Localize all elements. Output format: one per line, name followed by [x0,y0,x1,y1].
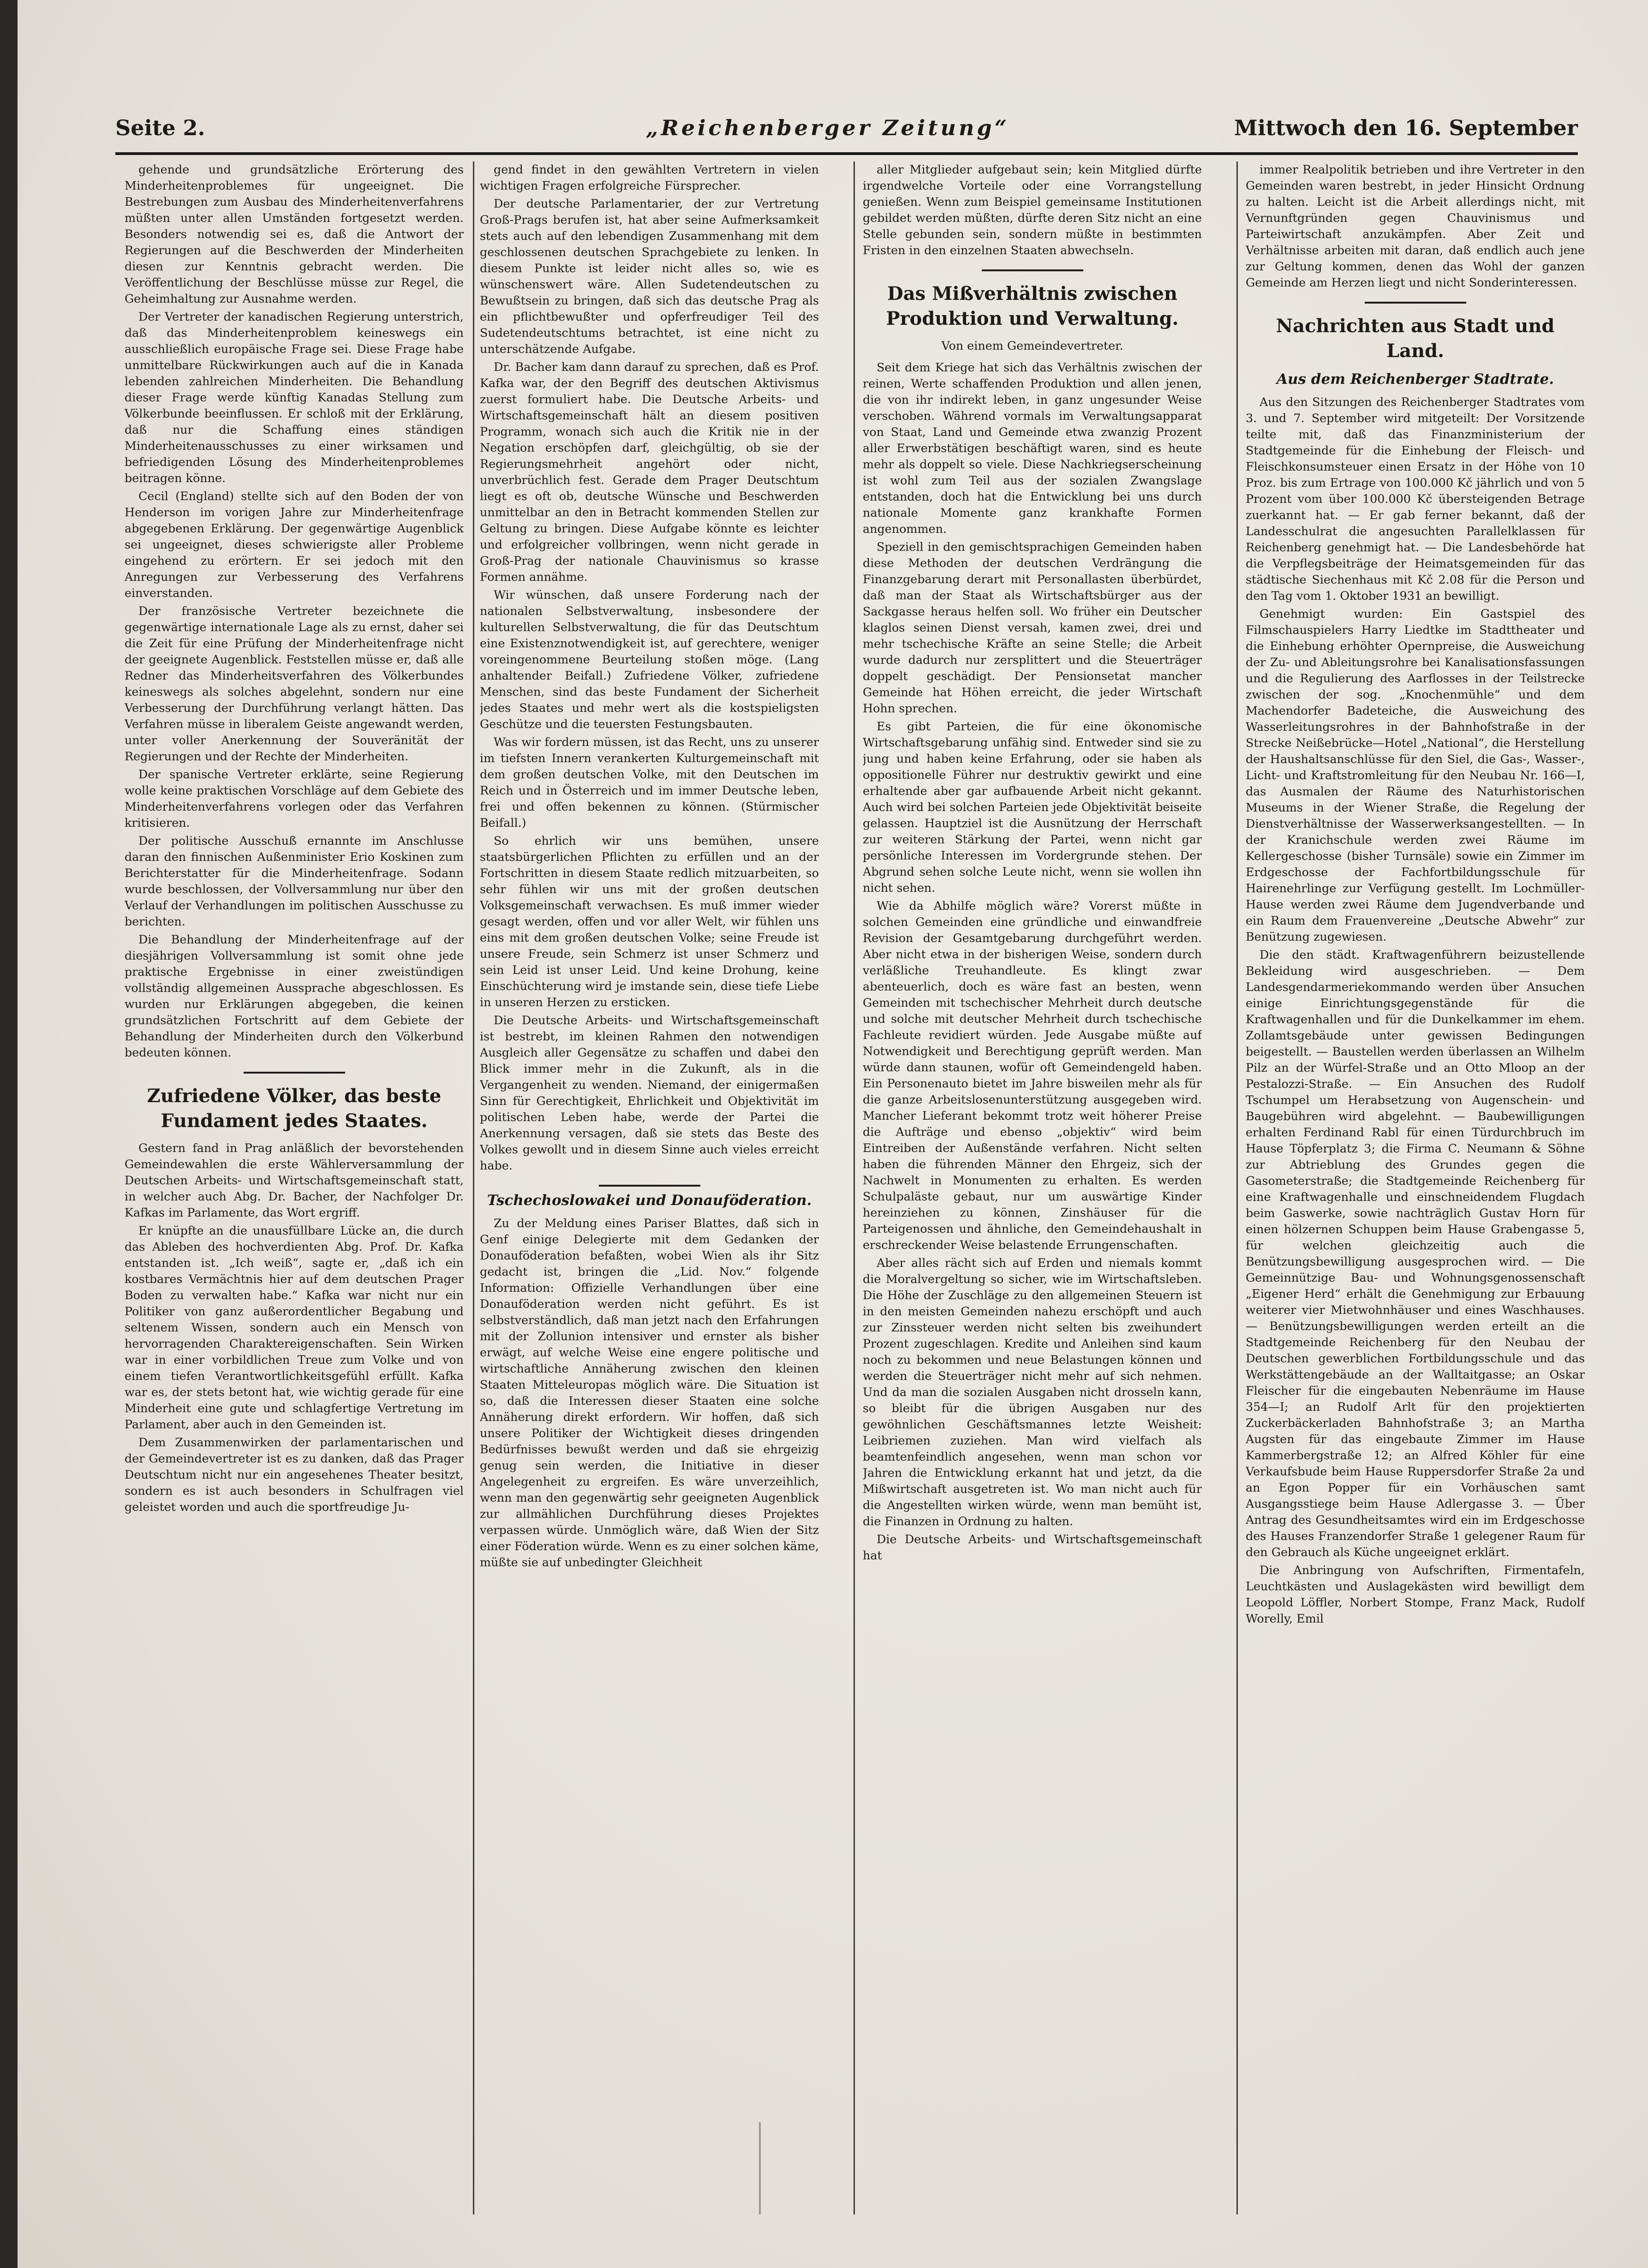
paragraph: Speziell in den gemischtsprachigen Gemeinden haben diese Methoden der deutschen Verdrängung die Finanzgebarung derart mit Personallasten überbürdet, daß man der Staat als Wirtschaftsbürger aus der Sackgasse heraus helfen soll. Wo früher ein Deutscher klaglos seinen Dienst versah, kamen zwei, drei und mehr tschechische Kräfte an seine Stelle; die Arbeit wurde dadurch nur zersplittert und die Steuerträger doppelt geschädigt. Der Pensionsetat mancher Gemeinde hat Höhen erreicht, die jeder Wirtschaft Hohn sprechen. [863,540,1202,715]
paragraph: Dr. Bacher kam dann darauf zu sprechen, daß es Prof. Kafka war, der den Begriff des deutschen Aktivismus zuerst formuliert habe. Die Deutsche Arbeits- und Wirtschaftsgemeinschaft hält an diesem positiven Programm, wonach sich auch die Kritik nie in der Negation erschöpfen darf, gleichgültig, ob sie der Regierungsmehrheit angehört oder nicht, unverbrüchlich fest. Gerade dem Prager Deutschtum liegt es oft ob, deutsche Wünsche und Beschwerden unmittelbar an den in Betracht kommenden Stellen zur Geltung zu bringen. Diese Aufgabe könnte es leichter und erfolgreicher vollbringen, wenn nicht gerade in Groß-Prag der nationale Chauvinismus so krasse Formen annähme. [480,360,819,584]
paragraph: Es gibt Parteien, die für eine ökonomische Wirtschaftsgebarung unfähig sind. Entweder sind sie zu jung und haben keine Erfahrung, oder sie haben als oppositionelle Führer nur destruktiv gewirkt und eine erhaltende aber gar aufbauende Arbeit nicht gekannt. Auch wird bei solchen Parteien jede Objektivität beiseite gelassen. Hauptziel ist die Ausnützung der Herrschaft zur weiteren Stärkung der Partei, wenn nicht gar persönliche Interessen im Vordergrunde stehen. Der Abgrund sehen solche Leute nicht, wenn sie wollen ihn nicht sehen. [863,719,1202,895]
scan-edge [0,0,18,2268]
paragraph: Zu der Meldung eines Pariser Blattes, daß sich in Genf einige Delegierte mit dem Gedanken der Donauföderation befaßten, wobei Wien als ihr Sitz gedacht ist, bringen die „Lid. Nov.“ folgende Information: Offizielle Verhandlungen über eine Donauföderation werden nicht geführt. Es ist selbstverständlich, daß man jetzt nach den Erfahrungen mit der Zollunion intensiver und ernster als bisher erwägt, auf welche Weise eine engere politische und wirtschaftliche Annäherung zwischen den kleinen Staaten Mitteleuropas möglich wäre. Die Situation ist so, daß die Interessen dieser Staaten eine solche Annäherung direkt erfordern. Wir hoffen, daß sich unsere Politiker der Wichtigkeit dieses dringenden Bedürfnisses bewußt werden und daß sie ehrgeizig genug sein werden, die Initiative in dieser Angelegenheit zu ergreifen. Es wäre unverzeihlich, wenn man den gegenwärtig sehr geeigneten Augenblick zur allmählichen Durchführung dieses Projektes verpassen würde. Unmöglich wäre, daß Wien der Sitz einer Föderation würde. Wenn es zu einer solchen käme, müßte sie auf unbedingter Gleichheit [480,1216,819,1569]
article-separator [982,269,1083,271]
article-headline: Aus dem Reichenberger Stadtrate. [1276,371,1554,388]
column-divider [1236,161,1238,2214]
column-2 [480,161,819,2214]
article-separator [244,1072,345,1074]
paragraph: Cecil (England) stellte sich auf den Boden der von Henderson im vorigen Jahre zur Minderheitenfrage abgegebenen Erklärung. Der gegenwärtige Augenblick sei ungeeignet, dieses schwierigste aller Probleme eingehend zu erörtern. Er sei jedoch mit den Anregungen zur Verbesserung des Verfahrens einverstanden. [125,489,464,600]
paragraph: Aus den Sitzungen des Reichenberger Stadtrates vom 3. und 7. September wird mitgeteilt: Der Vorsitzende teilte mit, daß das Finanzministerium der Stadtgemeinde für die Einhebung der Fleisch- und Fleischkonsumsteuer einen Ersatz in der Höhe von 10 Proz. bis zum Ertrage von 100.000 Kč jährlich und von 5 Prozent vom über 100.000 Kč übersteigenden Betrage zuerkannt hat. — Er gab ferner bekannt, daß der Landesschulrat die angesuchten Parallelklassen für Reichenberg genehmigt hat. — Die Landesbehörde hat die Verpflegsbeiträge der Heimatsgemeinden für das städtische Siechenhaus mit Kč 2.08 für die Person und den Tag vom 1. Oktober 1931 an bewilligt. [1246,395,1585,603]
paragraph: Die Deutsche Arbeits- und Wirtschaftsgemeinschaft hat [863,1532,1202,1562]
article-headline: Das Mißverhältnis zwischen Produktion und Verwaltung. [886,283,1179,329]
paragraph: Seit dem Kriege hat sich das Verhältnis zwischen der reinen, Werte schaffenden Produktion und allen jenen, die von ihr indirekt leben, in ganz ungesunder Weise verschoben. Während vormals im Verwaltungsapparat von Staat, Land und Gemeinde etwa zwanzig Prozent aller Erwerbstätigen beschäftigt waren, sind es heute mehr als doppelt so viele. Diese Nachkriegserscheinung ist wohl zum Teil aus der sozialen Zwangslage entstanden, doch hat die Entwicklung bei uns durch nationale Momente ganz krankhafte Formen angenommen. [863,360,1202,536]
paragraph: Die Behandlung der Minderheitenfrage auf der diesjährigen Vollversammlung ist somit ohne jede praktische Ergebnisse in einer zweistündigen vollständig allgemeinen Aussprache abgeschlossen. Es wurden nur Erklärungen abgegeben, die keinen grundsätzlichen Fortschritt auf dem Gebiete der Behandlung der Minderheiten durch den Völkerbund bedeuten können. [125,932,464,1059]
article-separator [1365,302,1466,304]
paragraph: gehende und grundsätzliche Erörterung des Minderheitenproblemes für ungeeignet. Die Bestrebungen zum Ausbau des Minderheitenverfahrens müßten unter allen Umständen fortgesetzt werden. Besonders notwendig sei es, daß die Antwort der Regierungen auf die Beschwerden der Minderheiten diesen zur Kenntnis gebracht werden. Die Veröffentlichung der Beschlüsse müsse zur Regel, die Geheimhaltung zur Ausnahme werden. [125,162,464,305]
paragraph: Der deutsche Parlamentarier, der zur Vertretung Groß-Prags berufen ist, hat aber seine Aufmerksamkeit stets auch auf den lebendigen Zusammenhang mit dem geschlossenen deutschen Sprachgebiete zu lenken. In diesem Punkte ist leider nicht alles so, wie es wünschenswert wäre. Allen Sudetendeutschen zu Bewußtsein zu bringen, daß sich das deutsche Prag als ein pflichtbewußter und opferfreudiger Teil des Sudetendeutschtums betrachtet, ist eine nicht zu unterschätzende Aufgabe. [480,197,819,356]
paragraph: Der französische Vertreter bezeichnete die gegenwärtige internationale Lage als zu ernst, daher sei die Zeit für eine Prüfung der Minderheitenfrage nicht der geeignete Augenblick. Feststellen müsse er, daß alle Redner das Minderheitsverfahren des Völkerbundes keineswegs als solches abgelehnt, sondern nur eine Verbesserung der Durchführung verlangt hätten. Das Verfahren müsse in liberalem Geiste angewandt werden, unter voller Anerkennung der Souveränität der Regierungen und der Rechte der Minderheiten. [125,604,464,763]
paragraph: Der spanische Vertreter erklärte, seine Regierung wolle keine praktischen Vorschläge auf dem Gebiete des Minderheitenverfahrens vorlegen oder das Verfahren kritisieren. [125,767,464,830]
paragraph: Gestern fand in Prag anläßlich der bevorstehenden Gemeindewahlen die erste Wählerversammlung der Deutschen Arbeits- und Wirtschaftsgemeinschaft statt, in welcher auch Abg. Dr. Bacher, der Nachfolger Dr. Kafkas im Parlamente, das Wort ergriff. [125,1141,464,1219]
column-divider [854,161,855,2214]
paragraph: Die Deutsche Arbeits- und Wirtschaftsgemeinschaft ist bestrebt, im kleinen Rahmen den notwendigen Ausgleich aller Gegensätze zu schaffen und dabei den Blick immer mehr in die Zukunft, als in die Vergangenheit zu wenden. Niemand, der einigermaßen Sinn für Gerechtigkeit, Ehrlichkeit und Objektivität im politischen Leben habe, werde der Partei die Anerkennung versagen, daß sie stets das Beste des Volkes gewollt und in diesem Sinne auch vieles erreicht habe. [480,1013,819,1172]
paper-fold-mark [759,2122,761,2214]
article-headline: Zufriedene Völker, das beste Fundament jedes Staates. [147,1085,442,1132]
paragraph: Aber alles rächt sich auf Erden und niemals kommt die Moralvergeltung so sicher, wie im Wirtschaftsleben. Die Höhe der Zuschläge zu den allgemeinen Steuern ist in den meisten Gemeinden nahezu erschöpft und auch zur Zinssteuer werden nicht selten bis zweihundert Prozent zugeschlagen. Kredite und Anleihen sind kaum noch zu bekommen und neue Belastungen können und werden die Steuerträger nicht mehr auf sich nehmen. Und da man die sozialen Ausgaben nicht drosseln kann, so bleibt für die übrigen Ausgaben nur des gewöhnlichen Geschäftsmannes letzte Weisheit: Leibriemen zuziehen. Man wird vielfach als beamtenfeindlich angesehen, wenn man schon vor Jahren die Entwicklung erkannt hat und jetzt, da die Mißwirtschaft ausgetreten ist. Wo man nicht auch für die Angestellten wirken würde, wenn man bemüht ist, die Finanzen in Ordnung zu halten. [863,1256,1202,1528]
issue-date: Mittwoch den 16. September [1234,115,1578,140]
paragraph: Die den städt. Kraftwagenführern beizustellende Bekleidung wird ausgeschrieben. — Dem Landesgendarmeriekommando werden über Ansuchen einige Einrichtungsgegenstände für die Kraftwagenhallen und für die Dunkelkammer im ehem. Zollamtsgebäude unter gewissen Bedingungen beigestellt. — Baustellen werden überlassen an Wilhelm Pilz an der Würfel-Straße und an Otto Mloop an der Pestalozzi-Straße. — Ein Ansuchen des Rudolf Tschumpel um Herabsetzung von Augenschein- und Baugebühren wird abgelehnt. — Baubewilligungen erhalten Ferdinand Rabl für einen Türdurchbruch im Hause Töpferplatz 3; die Firma C. Neumann & Söhne zur Abtrieblung des Grundes gegen die Gasometerstraße; die Stadtgemeinde Reichenberg für eine Kraftwagenhalle und einschneidendem Flugdach beim Gaswerke, sowie nachträglich Gustav Horn für einen hölzernen Schuppen beim Hause Grabengasse 5, für welchen gleichzeitig auch die Benützungsbewilligung ausgesprochen wird. — Die Gemeinnützige Bau- und Wohnungsgenossenschaft „Eigener Herd“ erhält die Genehmigung zur Erbauung weiterer vier Mietwohnhäuser und eines Waschhauses. — Benützungsbewilligungen werden erteilt an die Stadtgemeinde Reichenberg für den Neubau der Deutschen gewerblichen Fortbildungsschule und das Werkstättengebäude an der Walltaitgasse; an Oskar Fleischer für die eingebauten Nebenräume im Hause 354—I; an Rudolf Arlt für den projektierten Zuckerbäckerladen Bahnhofstraße 3; an Martha Augsten für das eingebaute Zimmer im Hause Kammerbergstraße 12; an Alfred Köhler für eine Verkaufsbude beim Hause Ruppersdorfer Straße 2a und an Egon Popper für ein Vorhäuschen samt Ausgangsstiege beim Hause Adlergasse 3. — Über Antrag des Gesundheitsamtes wird ein im Erdgeschosse des Hauses Franzendorfer Straße 1 gelegener Raum für den Gebrauch als Küche ungeeignet erklärt. [1246,948,1585,1559]
paragraph: Der politische Ausschuß ernannte im Anschlusse daran den finnischen Außenminister Erio Koskinen zum Berichterstatter für die Minderheitenfrage. Sodann wurde beschlossen, der Vollversammlung nur über den Verlauf der Verhandlungen im politischen Ausschusse zu berichten. [125,834,464,928]
byline: Von einem Gemeindevertreter. [941,339,1123,352]
paragraph: Die Anbringung von Aufschriften, Firmentafeln, Leuchtkästen und Auslagekästen wird bewilligt dem Leopold Löffler, Norbert Stompe, Franz Mack, Rudolf Worelly, Emil [1246,1563,1585,1625]
header-rule [115,152,1578,155]
newspaper-title: „Reichenberger Zeitung“ [646,115,1010,140]
paragraph: Was wir fordern müssen, ist das Recht, uns zu unserer im tiefsten Innern verankerten Kulturgemeinschaft mit dem großen deutschen Volke, mit den Deutschen im Reich und in Österreich und im immer Deutsche leben, frei und offen bekennen zu können. (Stürmischer Beifall.) [480,735,819,830]
paragraph: Wir wünschen, daß unsere Forderung nach der nationalen Selbstverwaltung, insbesondere der kulturellen Selbstverwaltung, die für das Deutschtum eine Existenznotwendigkeit ist, auf gerechtere, weniger voreingenommene Beurteilung stoßen möge. (Lang anhaltender Beifall.) Zufriedene Völker, zufriedene Menschen, sind das beste Fundament der Sicherheit jedes Staates und mehr wert als die kostspieligsten Geschütze und die teuersten Festungsbauten. [480,588,819,731]
page-header [115,115,1578,152]
paragraph: Er knüpfte an die unausfüllbare Lücke an, die durch das Ableben des hochverdienten Abg. Prof. Dr. Kafka entstanden ist. „Ich weiß“, sagte er, „daß ich ein kostbares Vermächtnis hier auf dem deutschen Prager Boden zu verwalten habe.“ Kafka war nicht nur ein Politiker von ganz außerordentlicher Begabung und seltenem Wissen, sondern auch ein Mensch von hervorragenden Charaktereigenschaften. Sein Wirken war in einer vorbildlichen Treue zum Volke und von einem tiefen Verantwortlichkeitsgefühl erfüllt. Kafka war es, der stets betont hat, wie wichtig gerade für eine Minderheit eine gute und schlagfertige Vertretung im Parlament, aber auch in den Gemeinden ist. [125,1224,464,1431]
paragraph: Dem Zusammenwirken der parlamentarischen und der Gemeindevertreter ist es zu danken, daß das Prager Deutschtum nicht nur ein angesehenes Theater besitzt, sondern es ist auch besonders in Schulfragen viel geleistet worden und auch die sportfreudige Ju- [125,1435,464,1514]
paragraph: aller Mitglieder aufgebaut sein; kein Mitglied dürfte irgendwelche Vorteile oder eine Vorrangstellung genießen. Wenn zum Beispiel gemeinsame Institutionen gebildet werden müßten, dürfte deren Sitz nicht an eine Stelle gebunden sein, sondern müßte in bestimmten Fristen in den einzelnen Staaten abwechseln. [863,162,1202,257]
paragraph: So ehrlich wir uns bemühen, unsere staatsbürgerlichen Pflichten zu erfüllen und an der Fortschritten in diesem Staate redlich mitzuarbeiten, so sehr fühlen wir uns mit der großen deutschen Volksgemeinschaft verwachsen. Es muß immer wieder gesagt werden, offen und vor aller Welt, wir fühlen uns eins mit dem großen deutschen Volke; seine Freude ist unsere Freude, sein Schmerz ist unser Schmerz und sein Leid ist unser Leid. Und keine Drohung, keine Einschüchterung wird je imstande sein, diese tiefe Liebe in unseren Herzen zu ersticken. [480,834,819,1009]
paragraph: gend findet in den gewählten Vertretern in vielen wichtigen Fragen erfolgreiche Fürsprecher. [480,162,819,192]
page-number: Seite 2. [115,115,205,140]
article-headline: Tschechoslowakei und Donauföderation. [487,1192,812,1209]
column-3 [863,161,1202,2214]
column-divider [473,161,474,2214]
paragraph: immer Realpolitik betrieben und ihre Vertreter in den Gemeinden waren bestrebt, in jeder Hinsicht Ordnung zu halten. Leicht ist die Arbeit allerdings nicht, mit Vernunftgründen gegen Chauvinismus und Parteiwirtschaft anzukämpfen. Aber Zeit und Verhältnisse arbeiten mit daran, daß endlich auch jene zur Geltung kommen, denen das Wohl der ganzen Gemeinde am Herzen liegt und nicht Sonderinteressen. [1246,162,1585,289]
paragraph: Genehmigt wurden: Ein Gastspiel des Filmschauspielers Harry Liedtke im Stadttheater und die Einhebung erhöhter Opernpreise, die Ausweichung der Zu- und Ableitungsrohre bei Kanalisationsfassungen und die Regulierung des Aarflosses in der Teilstrecke zwischen der sog. „Knochenmühle“ und dem Machendorfer Badeteiche, die Ausweichung des Wasserleitungsrohres in der Bahnhofstraße in der Strecke Neißebrücke—Hotel „National“, die Herstellung der Haushaltsanschlüsse für den Siel, die Gas-, Wasser-, Licht- und Kraftstromleitung für den Neubau Nr. 166—I, das Ausmalen der Räume des Naturhistorischen Museums in der Wiener Straße, die Regelung der Dienstverhältnisse der Wasserwerksangestellten. — In der Kranichschule werden zwei Räume im Kellergeschosse (bisher Turnsäle) sowie ein Zimmer im Erdgeschosse der Fachfortbildungsschule für Hairenehrlinge zur Verfügung gestellt. Im Lochmüller-Hause werden zwei Räume dem Jugendverbande und ein Raum dem Frauenvereine „Deutsche Abwehr“ zur Benützung zugewiesen. [1246,607,1585,943]
paragraph: Der Vertreter der kanadischen Regierung unterstrich, daß das Minderheitenproblem keineswegs ein ausschließlich europäische Frage sei. Diese Frage habe unmittelbare Rückwirkungen auch auf die in Kanada lebenden zahlreichen Minderheiten. Die Behandlung dieser Frage werde künftig Kanadas Stellung zum Völkerbunde beeinflussen. Er schloß mit der Erklärung, daß nur die Schaffung eines ständigen Minderheitenausschusses zu einer wirksamen und befriedigenden Lösung des Minderheitenproblemes beitragen könne. [125,310,464,485]
article-separator [599,1185,700,1187]
column-4 [1246,161,1585,2214]
paragraph: Wie da Abhilfe möglich wäre? Vorerst müßte in solchen Gemeinden eine gründliche und einwandfreie Revision der Gesamtgebarung durchgeführt werden. Aber nicht etwa in der bisherigen Weise, sondern durch verläßliche Treuhandleute. Es klingt zwar abenteuerlich, doch es wäre fast an besten, wenn Gemeinden mit tschechischer Mehrheit durch deutsche und solche mit deutscher Mehrheit durch tschechische Fachleute revidiert würden. Jede Ausgabe müßte auf Notwendigkeit und Berechtigung geprüft werden. Man würde dann staunen, wofür oft Gemeindengeld haben. Ein Personenauto bietet im Jahre bisweilen mehr als für die ganze Arbeitslosenunterstützung ausgegeben wird. Mancher Lieferant bekommt trotz weit höherer Preise die Aufträge und ebenso „objektiv“ wird beim Eintreiben der Außenstände verfahren. Nicht selten haben die führenden Männer den Ehrgeiz, sich der Nachwelt in Monumenten zu erhalten. Es werden Schulpaläste gebaut, nur um auswärtige Kinder hereinziehen zu können, Zinshäuser für die Parteigenossen und ähnliche, den Gemeindehaushalt in erschreckender Weise belastende Errungenschaften. [863,899,1202,1252]
column-1 [125,161,464,2214]
section-headline: Nachrichten aus Stadt und Land. [1276,315,1555,362]
